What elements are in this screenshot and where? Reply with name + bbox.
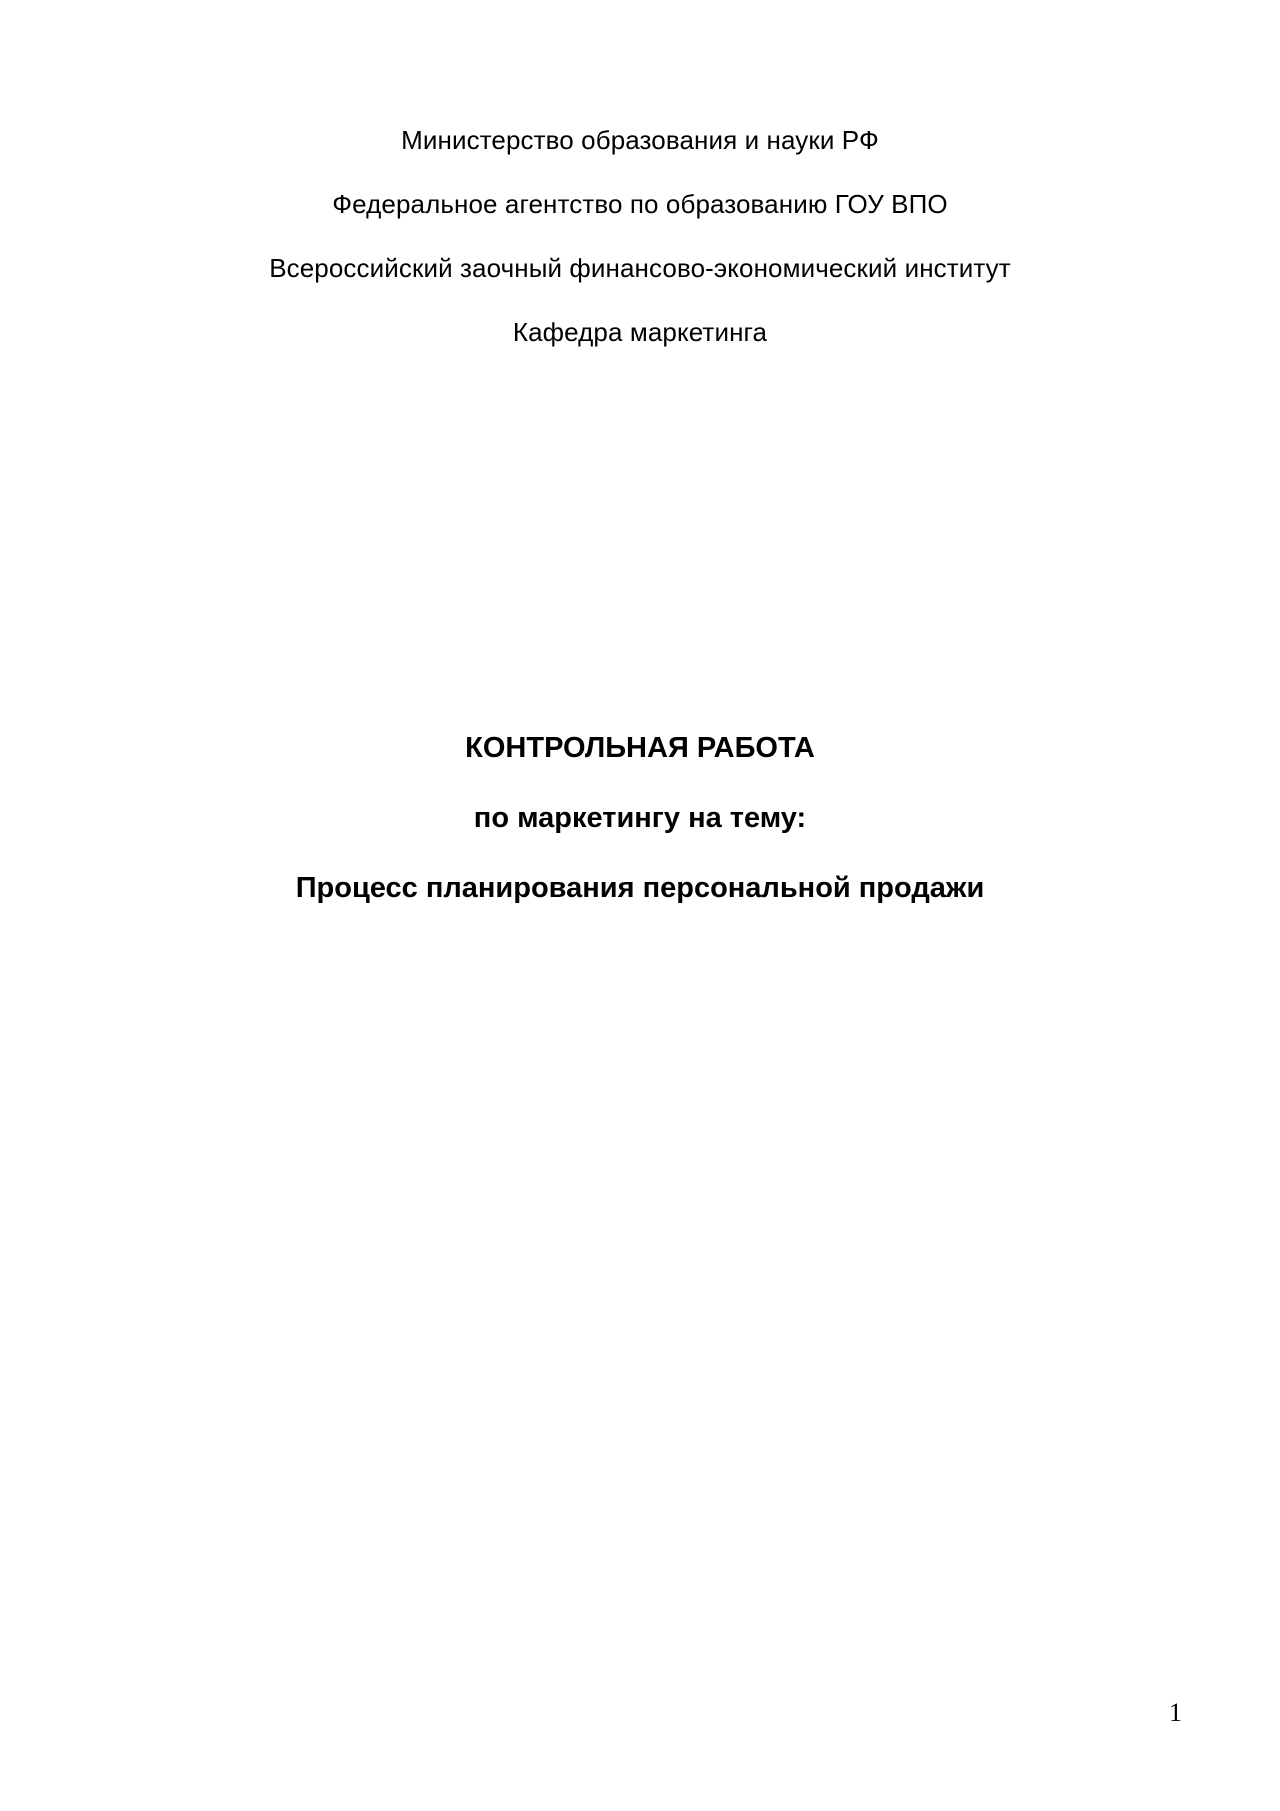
page-number: 1	[1169, 1698, 1182, 1727]
topic-heading: Процесс планирования персональной продажи	[295, 872, 985, 904]
agency-line: Федеральное агентство по образованию ГОУ ВПО	[332, 189, 948, 219]
work-type-heading: КОНТРОЛЬНАЯ РАБОТА	[465, 732, 815, 764]
ministry-line: Министерство образования и науки РФ	[401, 125, 879, 155]
department-line: Кафедра маркетинга	[512, 317, 768, 347]
subject-heading: по маркетингу на тему:	[473, 802, 807, 834]
institute-line: Всероссийский заочный финансово-экономический институт	[269, 253, 1011, 283]
document-title	[0, 730, 1280, 940]
institution-header	[0, 124, 1280, 380]
